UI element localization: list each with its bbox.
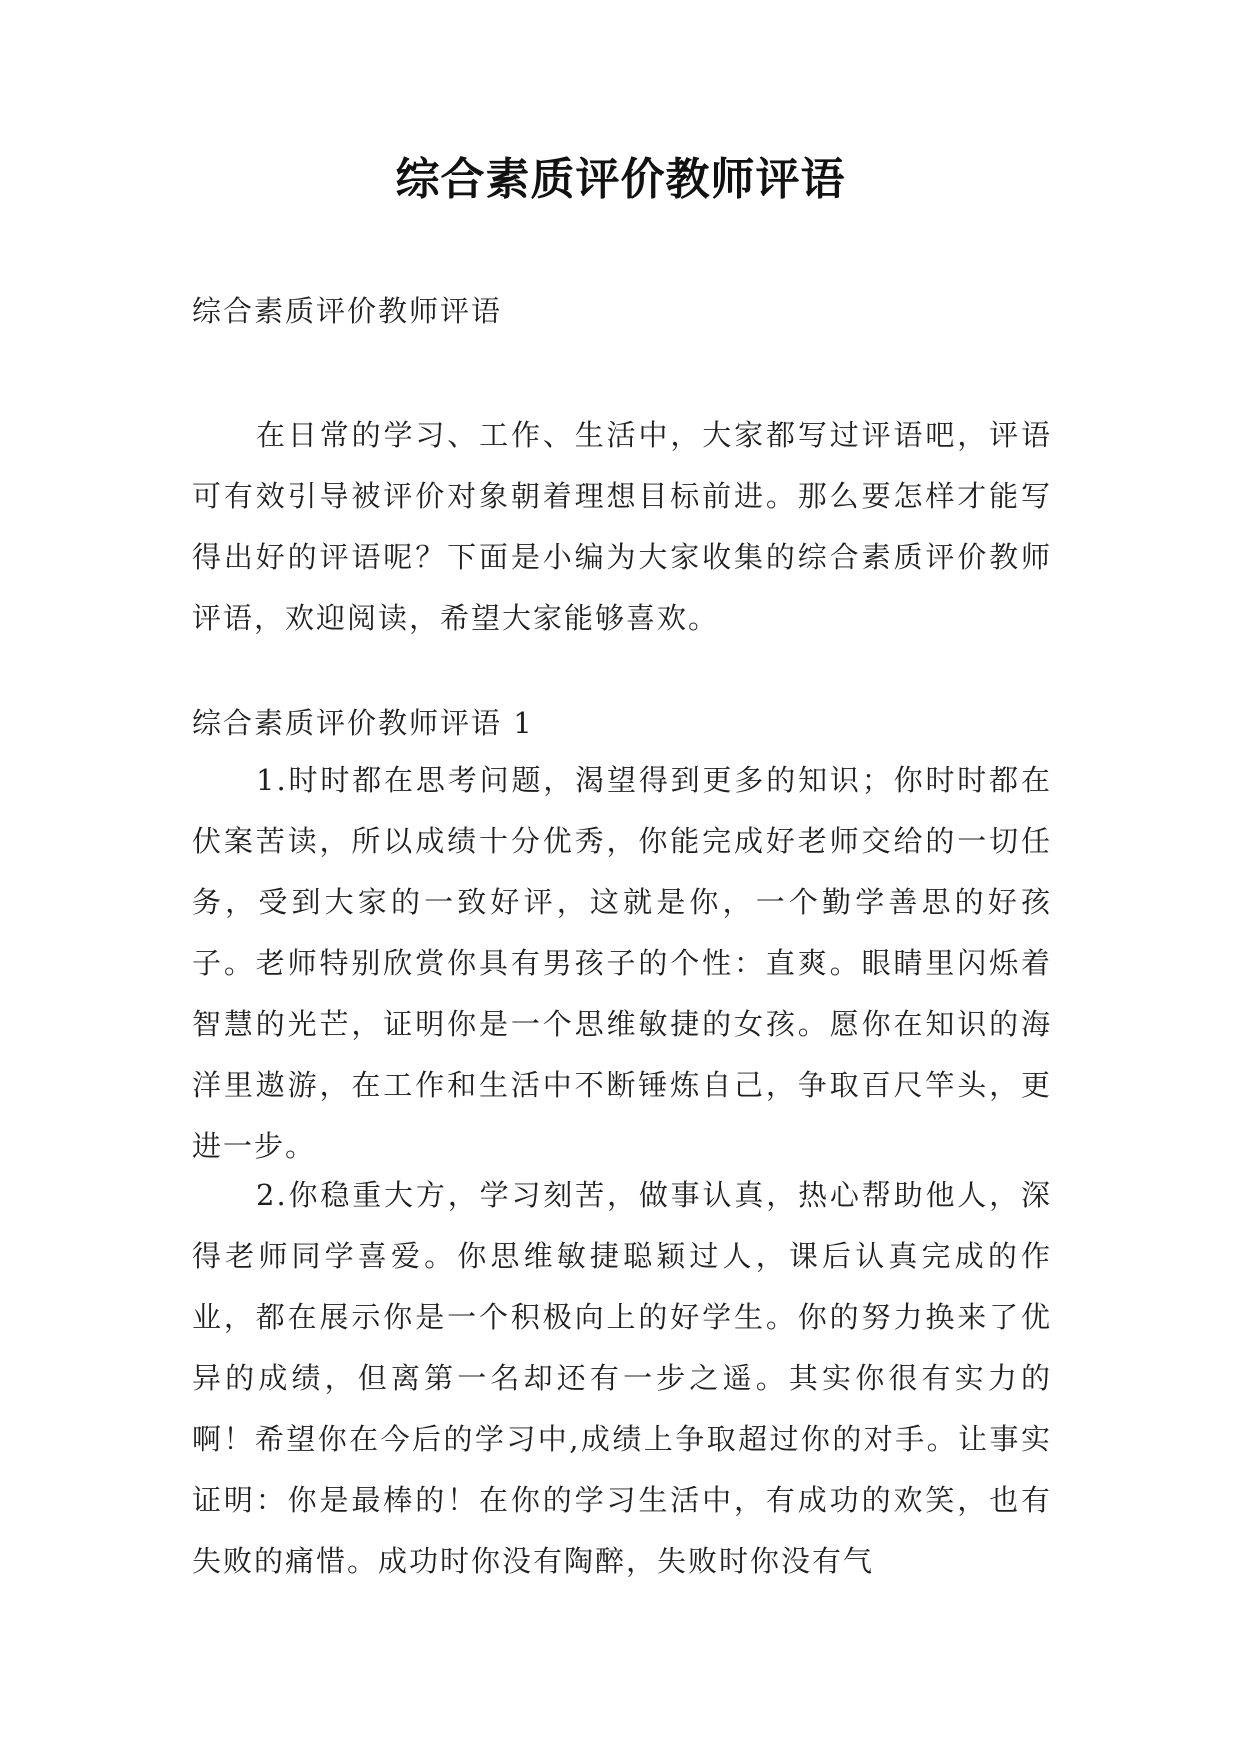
- comment-item-2: 2.你稳重大方，学习刻苦，做事认真，热心帮助他人，深得老师同学喜爱。你思维敏捷聪颖过人，课后认真完成的作业，都在展示你是一个积极向上的好学生。你的努力换来了优异的成绩，但离第一名却还有一步之遥。其实你很有实力的啊！希望你在今后的学习中,成绩上争取超过你的对手。让事实证明：你是最棒的！在你的学习生活中，有成功的欢笑，也有失败的痛惜。成功时你没有陶醉，失败时你没有气: [192, 1178, 1052, 1578]
- document-title: 综合素质评价教师评语: [395, 154, 846, 205]
- comment-item-1: 1.时时都在思考问题，渴望得到更多的知识；你时时都在伏案苦读，所以成绩十分优秀，你能完成好老师交给的一切任务，受到大家的一致好评，这就是你，一个勤学善思的好孩子。老师特别欣赏你具有男孩子的个性：直爽。眼睛里闪烁着智慧的光芒，证明你是一个思维敏捷的女孩。愿你在知识的海洋里遨游，在工作和生活中不断锤炼自己，争取百尺竿头，更进一步。: [192, 763, 1052, 1163]
- document-subtitle: 综合素质评价教师评语: [192, 294, 503, 328]
- intro-paragraph: 在日常的学习、工作、生活中，大家都写过评语吧，评语可有效引导被评价对象朝着理想目标前进。那么要怎样才能写得出好的评语呢？下面是小编为大家收集的综合素质评价教师评语，欢迎阅读，希望大家能够喜欢。: [192, 418, 1052, 635]
- section-heading: 综合素质评价教师评语 1: [192, 706, 534, 740]
